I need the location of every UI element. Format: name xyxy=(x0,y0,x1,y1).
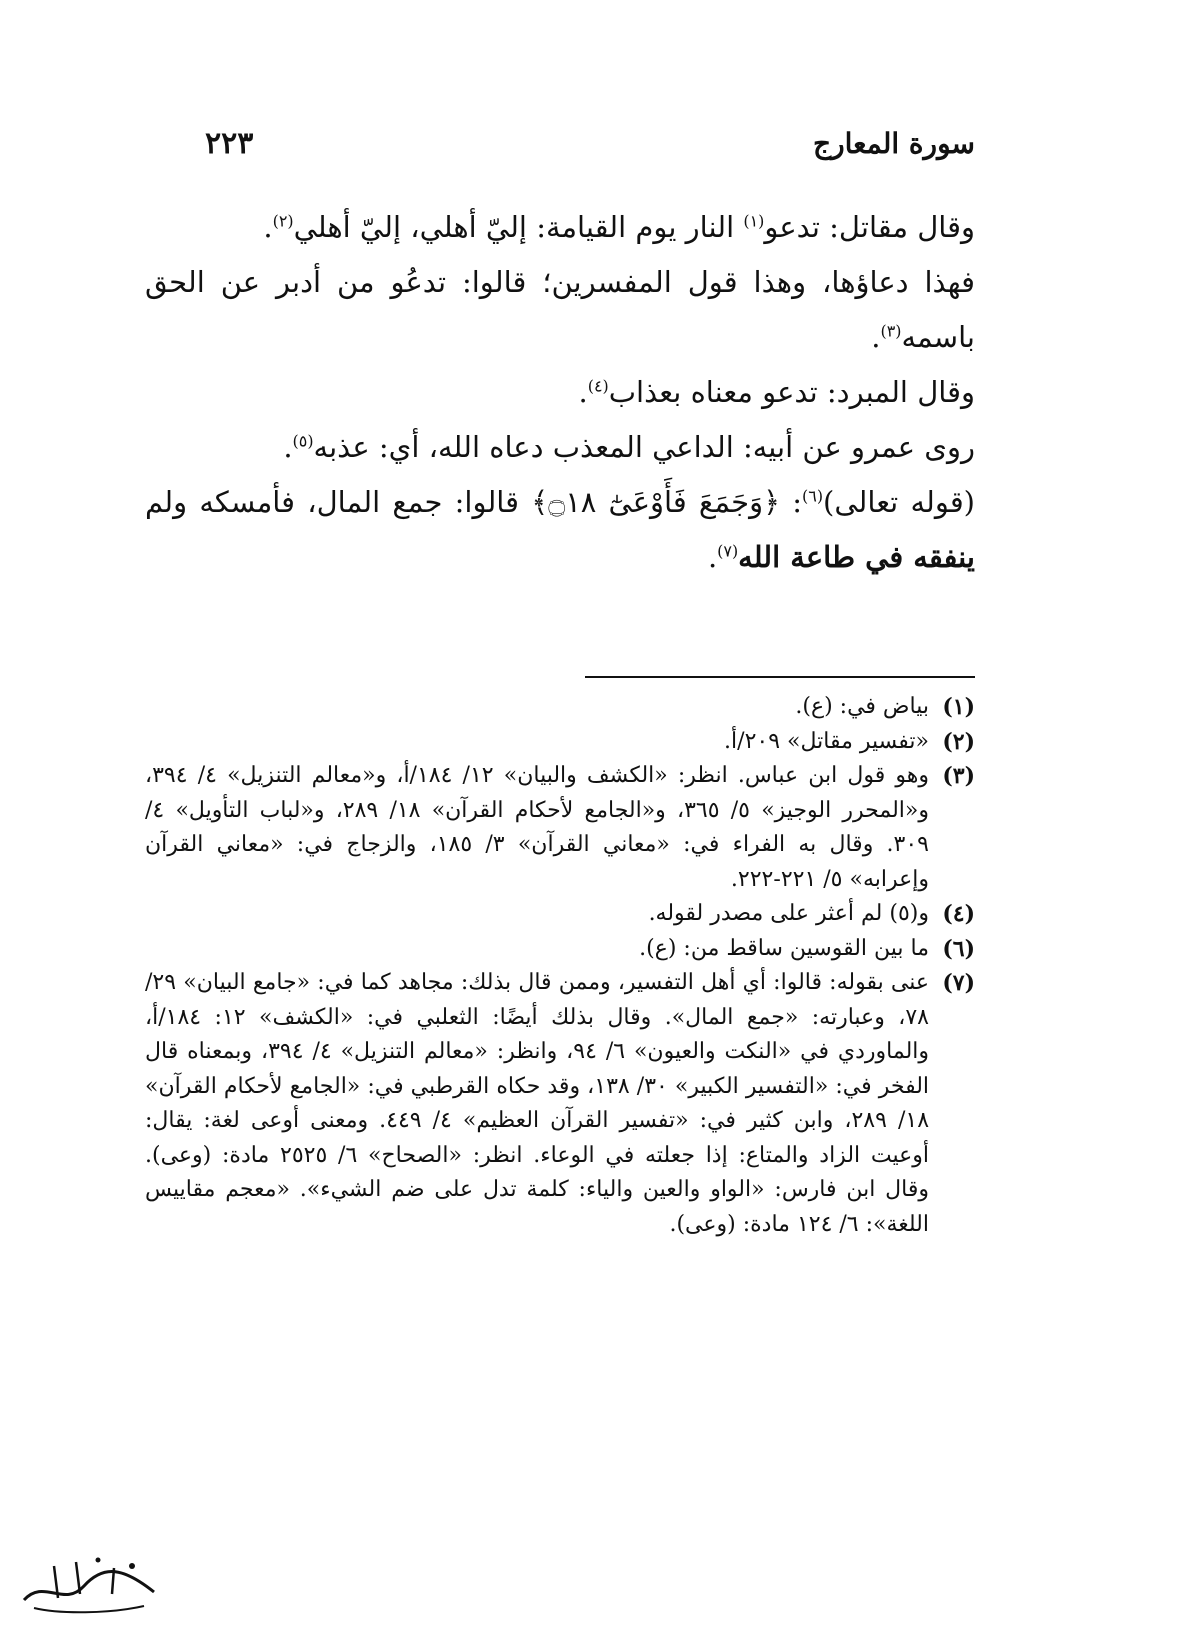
footnote-item xyxy=(145,690,975,725)
footnote-number: (٣) xyxy=(942,763,975,789)
text-run: وقال مقاتل: تدعو xyxy=(764,210,975,244)
footnote-number: (٤) xyxy=(942,901,975,927)
footnote-number: (٢) xyxy=(942,728,975,755)
text-run: (قوله تعالى) xyxy=(823,485,975,519)
footnote-text: وهو قول ابن عباس. انظر: «الكشف والبيان» ١٢/ ١٨٤/أ، و«معالم التنزيل» ٤/ ٣٩٤، و«المحرر الوجيز» ٥/ ٣٦٥، و«الجامع لأحكام القرآن» ١٨/ ٢٨٩، و«لباب التأويل» ٤/ ٣٠٩. وقال به الفراء في: «معاني القرآن» ٣/ ١٨٥، والزجاج في: «معاني القرآن وإعرابه» ٥/ ٢٢١-٢٢٢. xyxy=(145,763,929,892)
footnote-text: عنى بقوله: قالوا: أي أهل التفسير، وممن قال بذلك: مجاهد كما في: «جامع البيان» ٢٩/ ٧٨، وعبارته: «جمع المال». وقال بذلك أيضًا: الثعلبي في: «الكشف» ١٢: ١٨٤/أ، والماوردي في «النكت والعيون» ٦/ ٩٤، وانظر: «معالم التنزيل» ٤/ ٣٩٤، وبمعناه قال الفخر في: «التفسير الكبير» ٣٠/ ١٣٨، وقد حكاه القرطبي في: «الجامع لأحكام القرآن» ١٨/ ٢٨٩، وابن كثير في: «تفسير القرآن العظيم» ٤/ ٤٤٩. ومعنى أوعى لغة: يقال: أوعيت الزاد والمتاع: إذا جعلته في الوعاء. انظر: «الصحاح» ٦/ ٢٥٢٥ مادة: (وعى). وقال ابن فارس: «الواو والعين والياء: كلمة تدل على ضم الشيء». «معجم مقاييس اللغة»: ٦/ ١٢٤ مادة: (وعى). xyxy=(145,970,930,1237)
paragraph xyxy=(145,200,975,255)
text-run: روى عمرو عن أبيه: الداعي المعذب دعاه الله، أي: عذبه xyxy=(313,430,975,464)
text-run: . xyxy=(871,320,881,354)
text-run: : ﴿وَجَمَعَ فَأَوْعَىٰٓ ۝١٨﴾ قالوا: جمع المال، فأمسكه ولم xyxy=(145,485,803,519)
footnote-item xyxy=(145,759,975,897)
footnote-divider xyxy=(585,676,975,678)
paragraph xyxy=(145,420,975,475)
page-header xyxy=(205,118,975,168)
text-run: ينفقه في طاعة الله xyxy=(738,540,975,574)
text-run: . xyxy=(283,430,293,464)
footnote-text: و(٥) لم أعثر على مصدر لقوله. xyxy=(648,901,929,926)
text-run: . xyxy=(707,540,718,574)
footnotes xyxy=(145,690,975,1242)
footnote-number: (٧) xyxy=(942,970,975,996)
footnote-item xyxy=(145,897,975,932)
footnote-item xyxy=(145,932,975,967)
footnote-ref: (١) xyxy=(743,211,765,231)
text-run: . xyxy=(263,210,273,244)
calligraphy-logo-icon xyxy=(14,1548,164,1618)
surah-title: سورة المعارج xyxy=(813,126,975,160)
footnote-number: (١) xyxy=(942,694,975,720)
text-run: . xyxy=(578,375,588,409)
footnote-ref: (٥) xyxy=(292,431,314,451)
text-run: فهذا دعاؤها، وهذا قول المفسرين؛ قالوا: تدعُو من أدبر عن الحق باسمه xyxy=(145,265,975,354)
main-text xyxy=(145,200,975,585)
footnote-ref: (٧) xyxy=(717,541,739,561)
footnote-ref: (٣) xyxy=(880,321,902,341)
footnote-item xyxy=(145,725,975,760)
footnote-text: ما بين القوسين ساقط من: (ع). xyxy=(639,935,929,961)
footnote-text: «تفسير مقاتل» ٢٠٩/أ. xyxy=(724,728,929,754)
footnote-ref: (٢) xyxy=(272,211,294,231)
paragraph xyxy=(145,365,975,420)
footnote-number: (٦) xyxy=(942,935,975,962)
text-run: النار يوم القيامة: إليّ أهلي، إليّ أهلي xyxy=(293,210,744,244)
footnote-ref: (٤) xyxy=(587,376,609,396)
footnote-item xyxy=(145,966,975,1242)
text-run: وقال المبرد: تدعو معناه بعذاب xyxy=(608,375,975,409)
page-number: ٢٢٣ xyxy=(205,125,254,161)
footnote-ref: (٦) xyxy=(802,486,824,506)
footnote-text: بياض في: (ع). xyxy=(795,694,929,719)
paragraph xyxy=(145,475,975,585)
paragraph xyxy=(145,255,975,365)
